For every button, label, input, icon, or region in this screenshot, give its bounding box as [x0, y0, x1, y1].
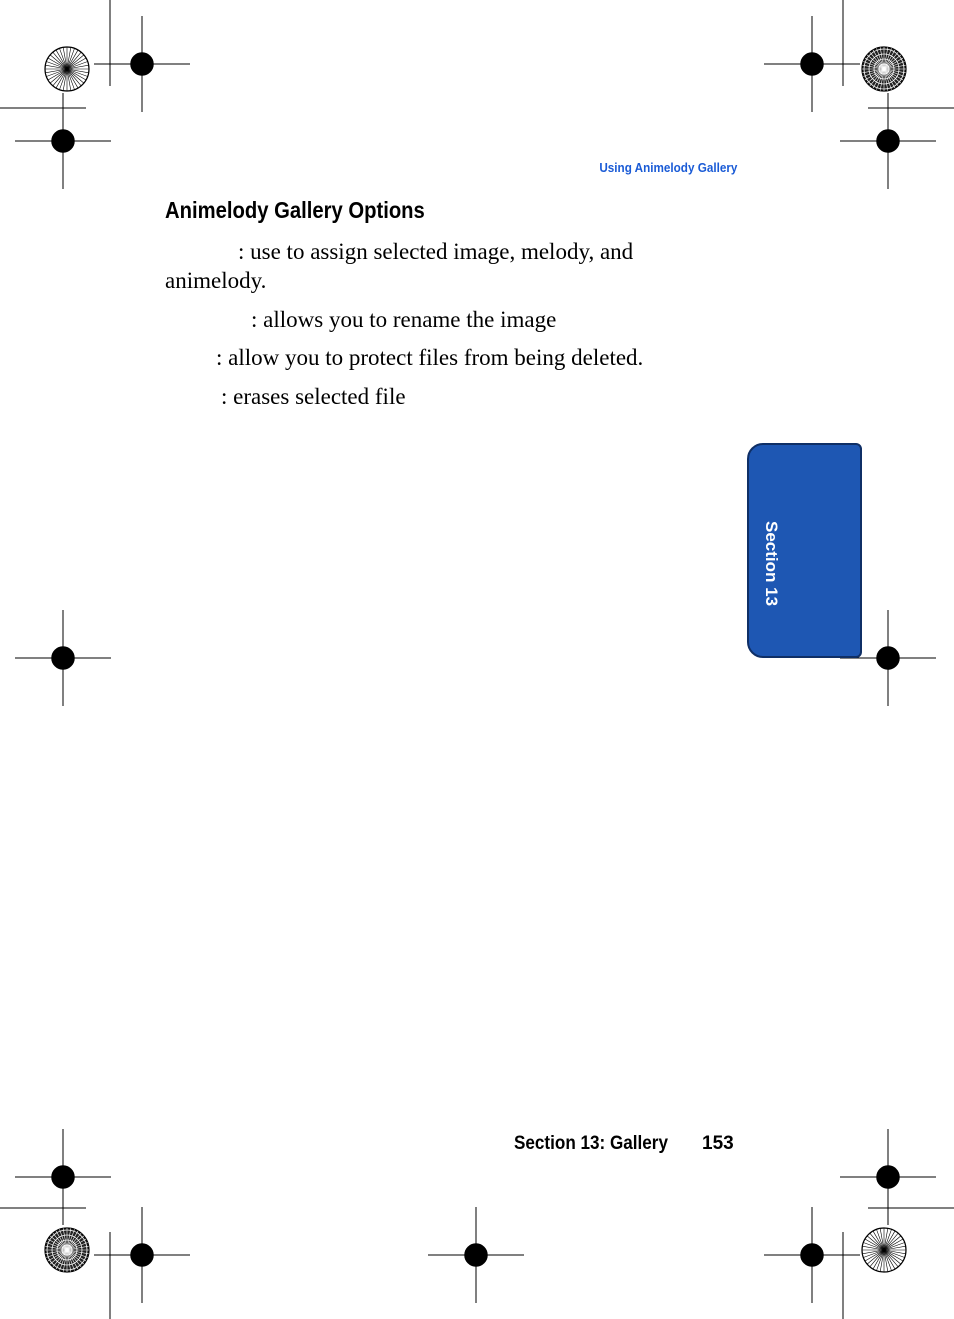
option-assign-line1: : use to assign selected image, melody, and: [238, 239, 634, 264]
registration-quadrant: [63, 130, 74, 141]
section-tab-label: Section 13: [762, 521, 781, 607]
footer-section-label: Section 13: Gallery: [514, 1133, 668, 1154]
registration-quadrant: [812, 53, 823, 64]
registration-quadrant: [888, 1177, 899, 1188]
registration-quadrant: [131, 64, 142, 75]
registration-quadrant: [63, 1177, 74, 1188]
registration-quadrant: [63, 141, 74, 152]
registration-quadrant: [52, 141, 63, 152]
option-assign-line2: animelody.: [165, 268, 267, 293]
page-number: 153: [702, 1133, 734, 1154]
registration-quadrant: [52, 1166, 63, 1177]
registration-quadrant: [877, 130, 888, 141]
registration-quadrant: [476, 1255, 487, 1266]
registration-quadrant: [888, 658, 899, 669]
registration-quadrant: [142, 1244, 153, 1255]
registration-quadrant: [52, 658, 63, 669]
registration-quadrant: [877, 1177, 888, 1188]
registration-quadrant: [801, 64, 812, 75]
registration-quadrant: [888, 1166, 899, 1177]
registration-quadrant: [801, 1244, 812, 1255]
registration-quadrant: [888, 130, 899, 141]
registration-quadrant: [801, 53, 812, 64]
option-rename: : allows you to rename the image: [251, 307, 557, 332]
registration-quadrant: [63, 647, 74, 658]
registration-quadrant: [63, 658, 74, 669]
registration-quadrant: [142, 53, 153, 64]
registration-quadrant: [877, 647, 888, 658]
registration-quadrant: [52, 1177, 63, 1188]
registration-quadrant: [812, 1244, 823, 1255]
registration-quadrant: [888, 647, 899, 658]
registration-quadrant: [131, 53, 142, 64]
running-header: Using Animelody Gallery: [598, 160, 737, 175]
registration-quadrant: [877, 141, 888, 152]
registration-quadrant: [142, 64, 153, 75]
registration-quadrant: [142, 1255, 153, 1266]
registration-quadrant: [52, 130, 63, 141]
registration-quadrant: [131, 1255, 142, 1266]
registration-quadrant: [812, 64, 823, 75]
registration-quadrant: [801, 1255, 812, 1266]
registration-quadrant: [476, 1244, 487, 1255]
registration-quadrant: [63, 1166, 74, 1177]
option-protect: : allow you to protect files from being deleted.: [216, 345, 644, 370]
registration-quadrant: [877, 1166, 888, 1177]
section-title: Animelody Gallery Options: [165, 197, 425, 223]
registration-quadrant: [131, 1244, 142, 1255]
registration-quadrant: [465, 1255, 476, 1266]
registration-quadrant: [465, 1244, 476, 1255]
registration-quadrant: [888, 141, 899, 152]
registration-quadrant: [812, 1255, 823, 1266]
registration-quadrant: [877, 658, 888, 669]
registration-quadrant: [52, 647, 63, 658]
option-delete: : erases selected file: [221, 384, 406, 409]
